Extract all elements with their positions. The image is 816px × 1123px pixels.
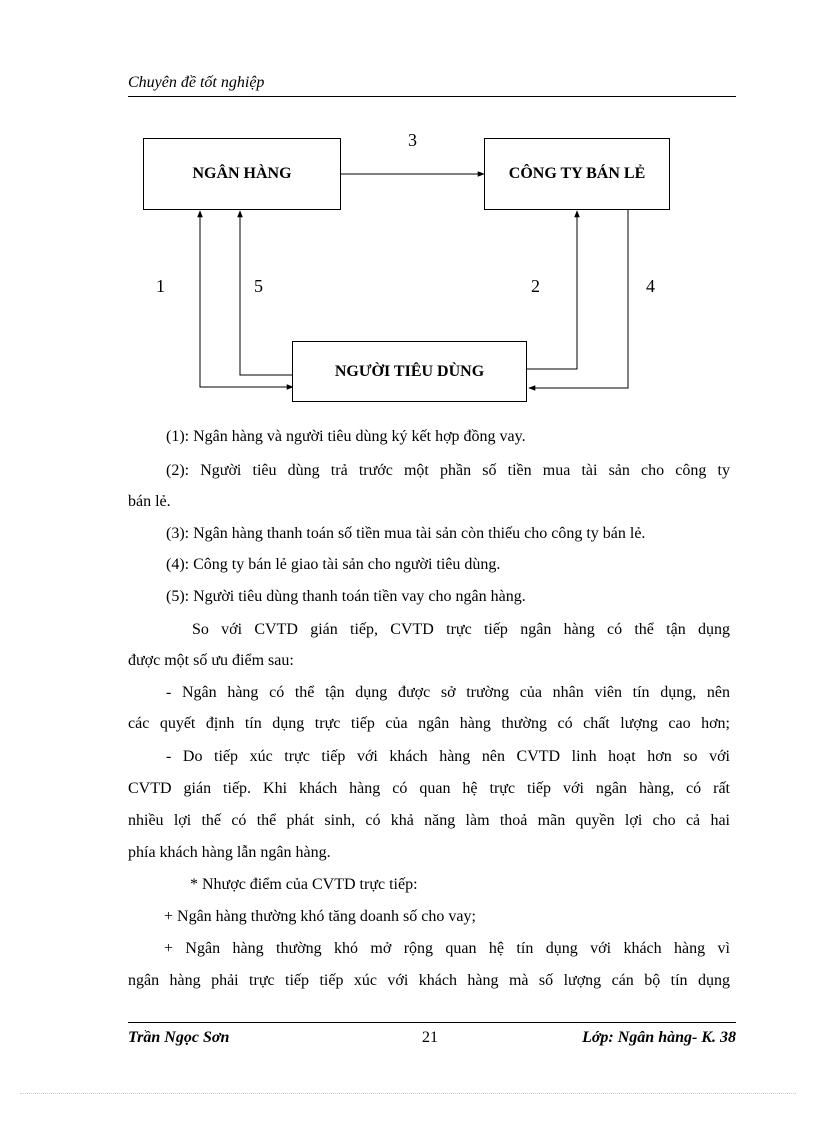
arrow-4 (529, 209, 628, 388)
page-header: Chuyên đề tốt nghiệp (128, 74, 736, 97)
para5: + Ngân hàng thường khó tăng doanh số cho vay; (164, 908, 476, 925)
consumer-box (292, 341, 527, 402)
consumer-label: NGƯỜI TIÊU DÙNG (334, 362, 485, 380)
item-2-line1: (2): Người tiêu dùng trả trước một phần số tiền mua tài sản cho công ty (166, 462, 730, 479)
retailer-box (484, 138, 670, 210)
bank-box (143, 138, 341, 210)
item-2-line2: bán lẻ. (128, 493, 171, 510)
para4: * Nhược điểm của CVTD trực tiếp: (190, 876, 418, 893)
footer-class: Lớp: Ngân hàng- K. 38 (582, 1029, 736, 1046)
footer-author: Trần Ngọc Sơn (128, 1029, 230, 1046)
para3-line3: nhiều lợi thế có thể phát sinh, có khả năng làm thoả mãn quyền lợi cho cả hai (128, 812, 730, 829)
label-1: 1 (156, 276, 165, 296)
retailer-label: CÔNG TY BÁN LẺ (508, 165, 646, 182)
item-5: (5): Người tiêu dùng thanh toán tiền vay cho ngân hàng. (166, 588, 526, 605)
para1-line1: So với CVTD gián tiếp, CVTD trực tiếp ngân hàng có thể tận dụng (192, 621, 730, 638)
para6-line2: ngân hàng phải trực tiếp tiếp xúc với khách hàng mà số lượng cán bộ tín dụng (128, 972, 730, 989)
para3-line1: - Do tiếp xúc trực tiếp với khách hàng nên CVTD linh hoạt hơn so với (166, 748, 730, 765)
para3-line4: phía khách hàng lẫn ngân hàng. (128, 844, 331, 861)
para3-line2: CVTD gián tiếp. Khi khách hàng có quan hệ trực tiếp với ngân hàng, có rất (128, 780, 730, 797)
label-2: 2 (531, 276, 540, 296)
footer-page-number: 21 (422, 1029, 438, 1046)
arrow-1 (200, 211, 293, 387)
item-4: (4): Công ty bán lẻ giao tài sản cho người tiêu dùng. (166, 556, 501, 573)
para1-line2: được một số ưu điểm sau: (128, 652, 294, 669)
arrow-5 (240, 211, 293, 375)
para2-line1: - Ngân hàng có thể tận dụng được sở trường của nhân viên tín dụng, nên (166, 684, 730, 701)
item-3: (3): Ngân hàng thanh toán số tiền mua tài sản còn thiếu cho công ty bán lẻ. (166, 525, 646, 542)
label-4: 4 (646, 276, 655, 296)
bank-label: NGÂN HÀNG (192, 165, 292, 182)
para2-line2: các quyết định tín dụng trực tiếp của ngân hàng thường có chất lượng cao hơn; (128, 715, 730, 732)
item-1: (1): Ngân hàng và người tiêu dùng ký kết hợp đồng vay. (166, 428, 526, 445)
para6-line1: + Ngân hàng thường khó mở rộng quan hệ tín dụng với khách hàng vì (164, 940, 730, 957)
page-footer (128, 1022, 736, 1053)
label-3: 3 (408, 130, 417, 150)
label-5: 5 (254, 276, 263, 296)
page-edge-divider (20, 1093, 796, 1094)
